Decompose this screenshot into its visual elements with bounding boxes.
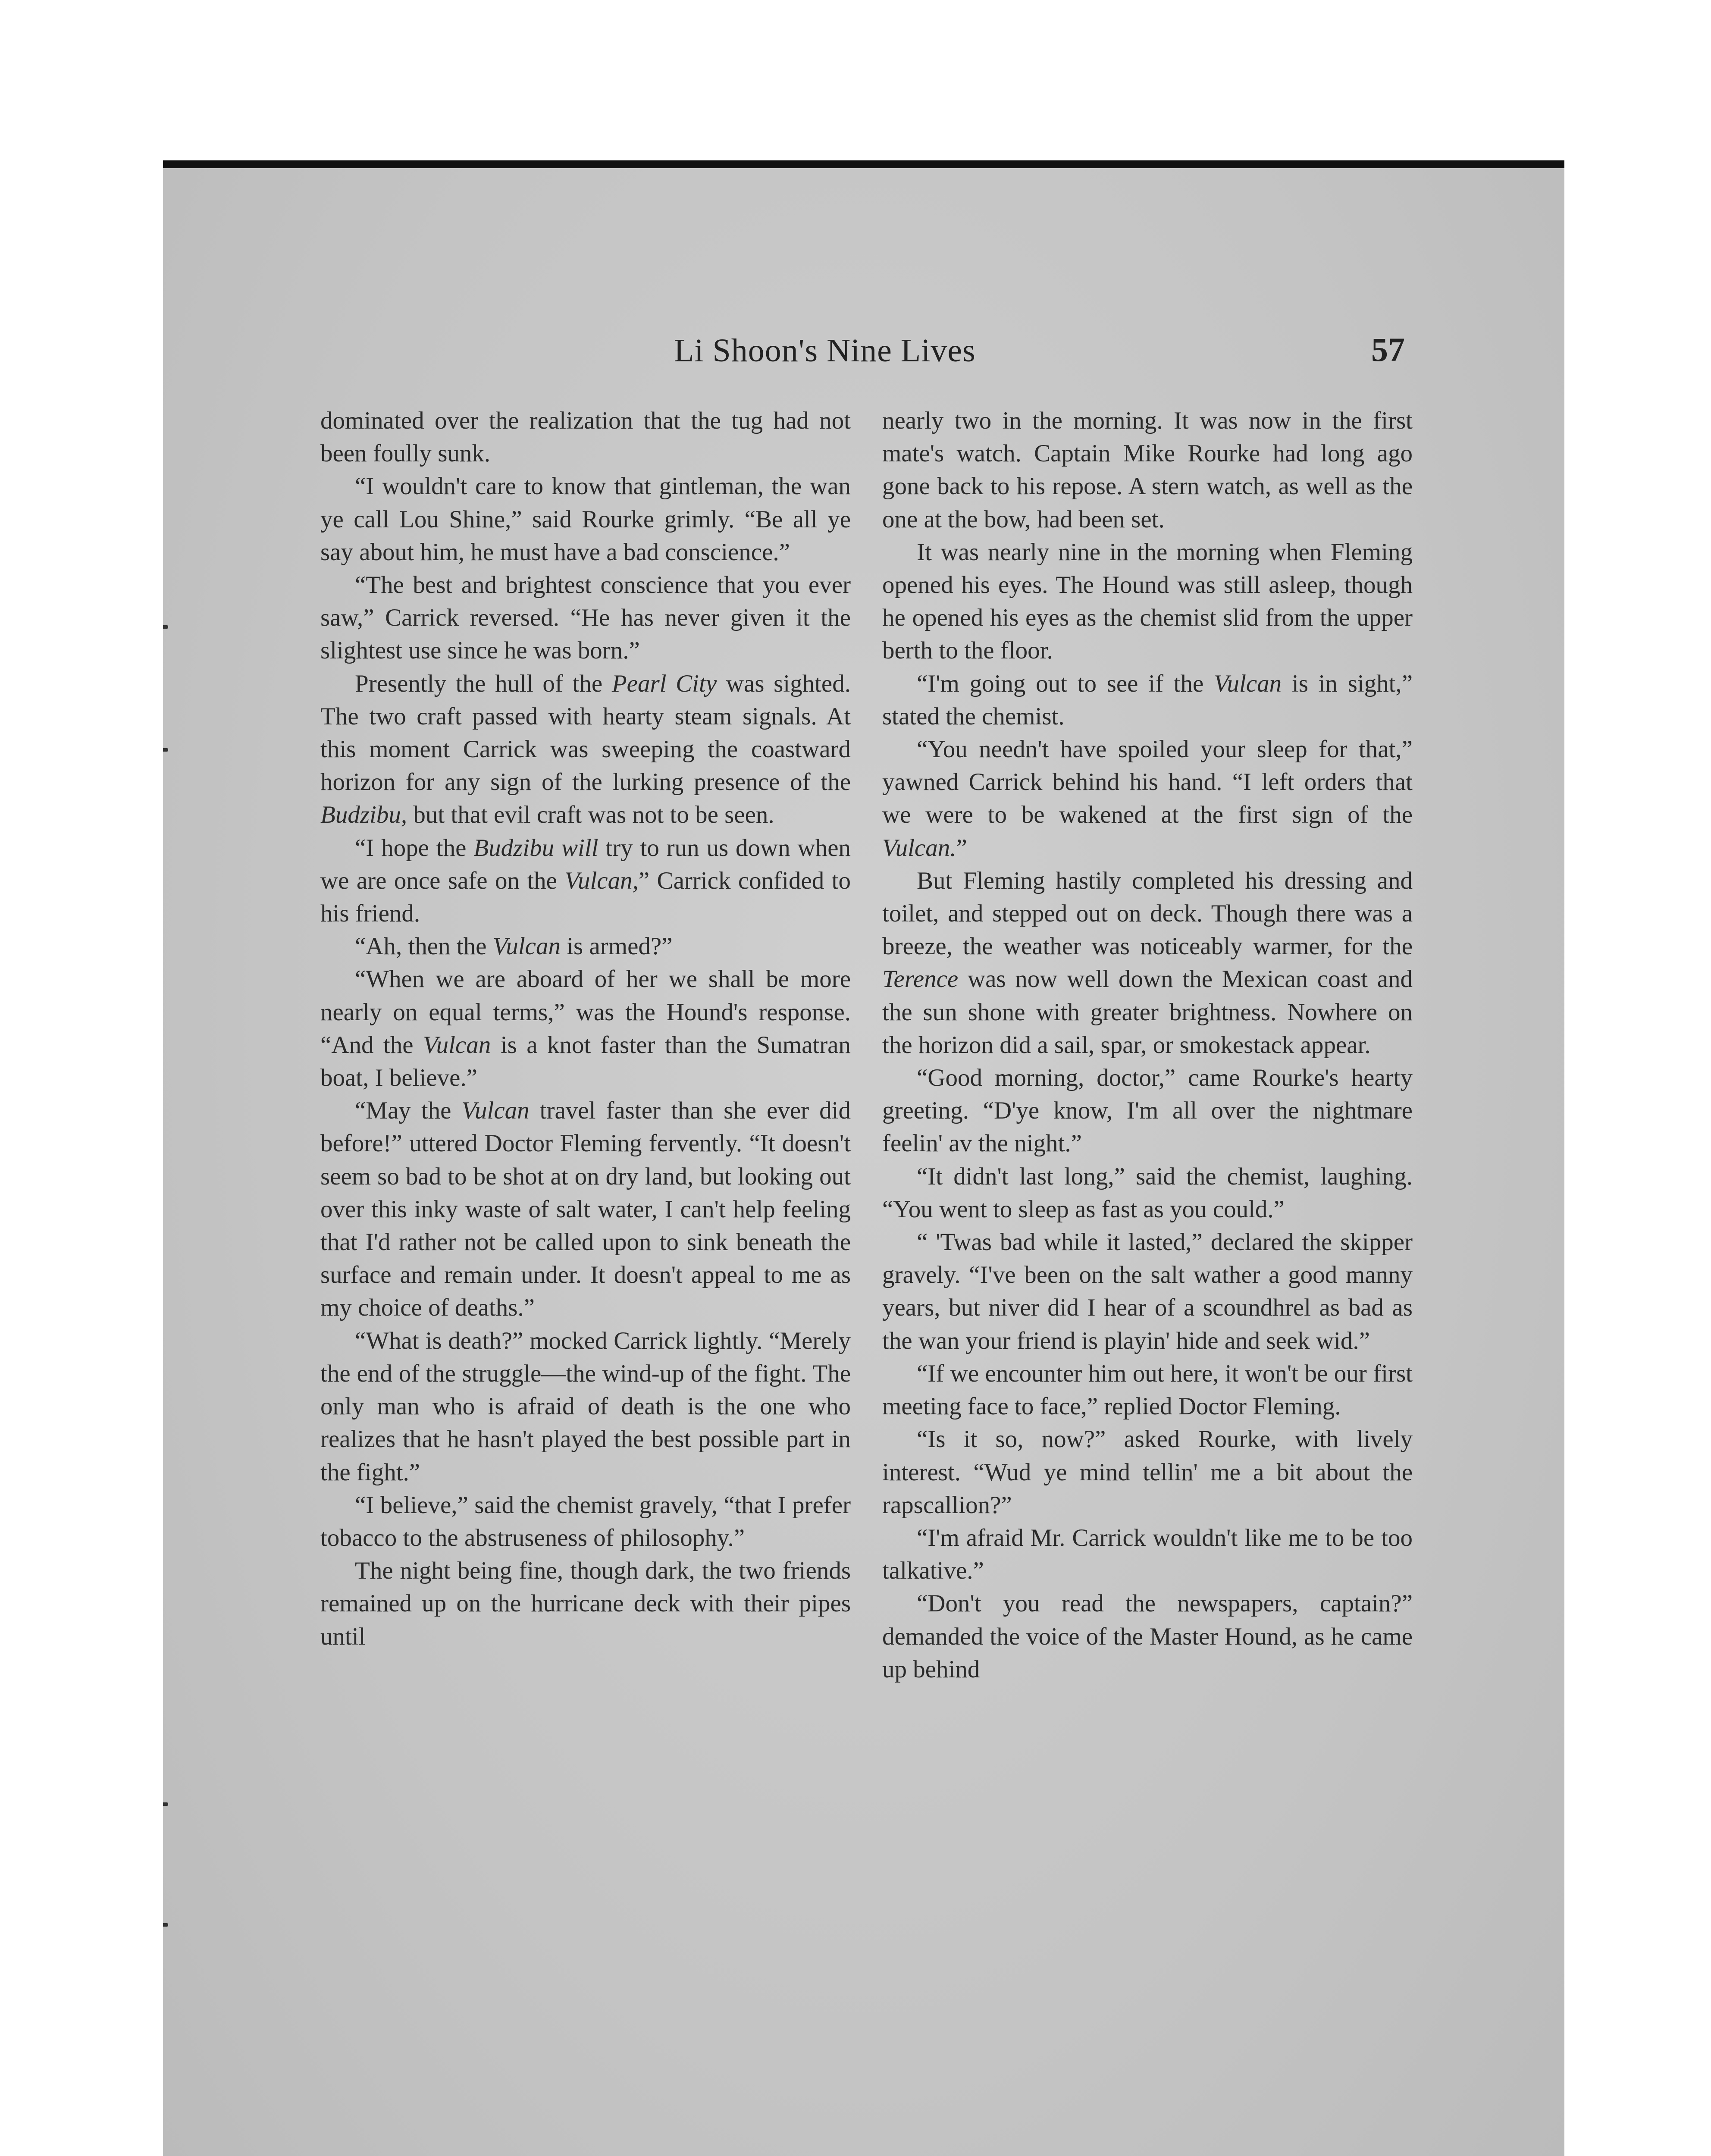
paragraph: It was nearly nine in the morning when Fleming opened his eyes. The Hound was still asleep, though he opened his eyes as the chemist slid from the upper berth to the floor. — [882, 538, 1413, 664]
paragraph: “The best and brightest conscience that you ever saw,” Carrick reversed. “He has never given it the slightest use since he was born.” — [320, 571, 851, 664]
paragraph: “I believe,” said the chemist gravely, “that I prefer tobacco to the abstruseness of philosophy.” — [320, 1491, 851, 1551]
margin-mark — [163, 748, 168, 752]
paragraph: “I'm afraid Mr. Carrick wouldn't like me to be too talkative.” — [882, 1524, 1413, 1585]
paragraph: “You needn't have spoiled your sleep for that,” yawned Carrick behind his hand. “I left orders that we were to be wakened at the first sign of the Vulcan.” — [882, 736, 1413, 862]
paragraph: nearly two in the morning. It was now in the first mate's watch. Captain Mike Rourke had long ago gone back to his repose. A stern watch, as well as the one at the bow, had been set. — [882, 407, 1413, 533]
paragraph: “Don't you read the newspapers, captain?” demanded the voice of the Master Hound, as he came up behind — [882, 1590, 1413, 1683]
paragraph: “I wouldn't care to know that gintleman, the wan ye call Lou Shine,” said Rourke grimly. “Be all ye say about him, he must have a bad conscience.” — [320, 473, 851, 566]
paragraph: “What is death?” mocked Carrick lightly. “Merely the end of the struggle—the wind-up of the fight. The only man who is afraid of death is the one who realizes that he hasn't played the best possible part in the fight.” — [320, 1327, 851, 1486]
paragraph: “I hope the Budzibu will try to run us down when we are once safe on the Vulcan,” Carrick confided to his friend. — [320, 834, 851, 928]
paragraph: “When we are aboard of her we shall be more nearly on equal terms,” was the Hound's response. “And the Vulcan is a knot faster than the Sumatran boat, I believe.” — [320, 965, 851, 1092]
paragraph: Presently the hull of the Pearl City was sighted. The two craft passed with hearty steam signals. At this moment Carrick was sweeping the coastward horizon for any sign of the lurking presence of the Budzibu, but that evil craft was not to be seen. — [320, 670, 851, 829]
page-top-edge — [163, 160, 1564, 169]
running-title: Li Shoon's Nine Lives — [674, 332, 976, 369]
paragraph: “If we encounter him out here, it won't be our first meeting face to face,” replied Doctor Fleming. — [882, 1360, 1413, 1420]
paragraph: “Ah, then the Vulcan is armed?” — [355, 933, 673, 960]
margin-mark — [163, 1923, 168, 1927]
paragraph: “It didn't last long,” said the chemist, laughing. “You went to sleep as fast as you could.” — [882, 1163, 1413, 1223]
paragraph: “ 'Twas bad while it lasted,” declared the skipper gravely. “I've been on the salt wather a good manny years, but niver did I hear of a scoundhrel as bad as the wan your friend is playin' hide and seek wid.” — [882, 1228, 1413, 1354]
paragraph: dominated over the realization that the tug had not been foully sunk. — [320, 407, 851, 467]
paragraph: “Good morning, doctor,” came Rourke's hearty greeting. “D'ye know, I'm all over the nightmare feelin' av the night.” — [882, 1064, 1413, 1157]
paragraph: The night being fine, though dark, the two friends remained up on the hurricane deck with their pipes until — [320, 1557, 851, 1650]
margin-mark — [163, 1802, 168, 1806]
margin-mark — [163, 625, 168, 629]
paragraph: “May the Vulcan travel faster than she ever did before!” uttered Doctor Fleming fervently. “It doesn't seem so bad to be shot at on dry land, but looking out over this inky waste of salt water, I can't help feeling that I'd rather not be called upon to sink beneath the surface and remain under. It doesn't appeal to me as my choice of deaths.” — [320, 1097, 851, 1322]
book-page — [163, 168, 1564, 2156]
paragraph: But Fleming hastily completed his dressing and toilet, and stepped out on deck. Though there was a breeze, the weather was noticeably warmer, for the Terence was now well down the Mexican coast and the sun shone with greater brightness. Nowhere on the horizon did a sail, spar, or smokestack appear. — [882, 867, 1413, 1059]
paragraph: “Is it so, now?” asked Rourke, with lively interest. “Wud ye mind tellin' me a bit about the rapscallion?” — [882, 1426, 1413, 1519]
text-column-left — [320, 404, 851, 1653]
paragraph: “I'm going out to see if the Vulcan is in sight,” stated the chemist. — [882, 670, 1413, 730]
text-column-right — [882, 404, 1413, 1686]
page-number: 57 — [1371, 331, 1405, 368]
